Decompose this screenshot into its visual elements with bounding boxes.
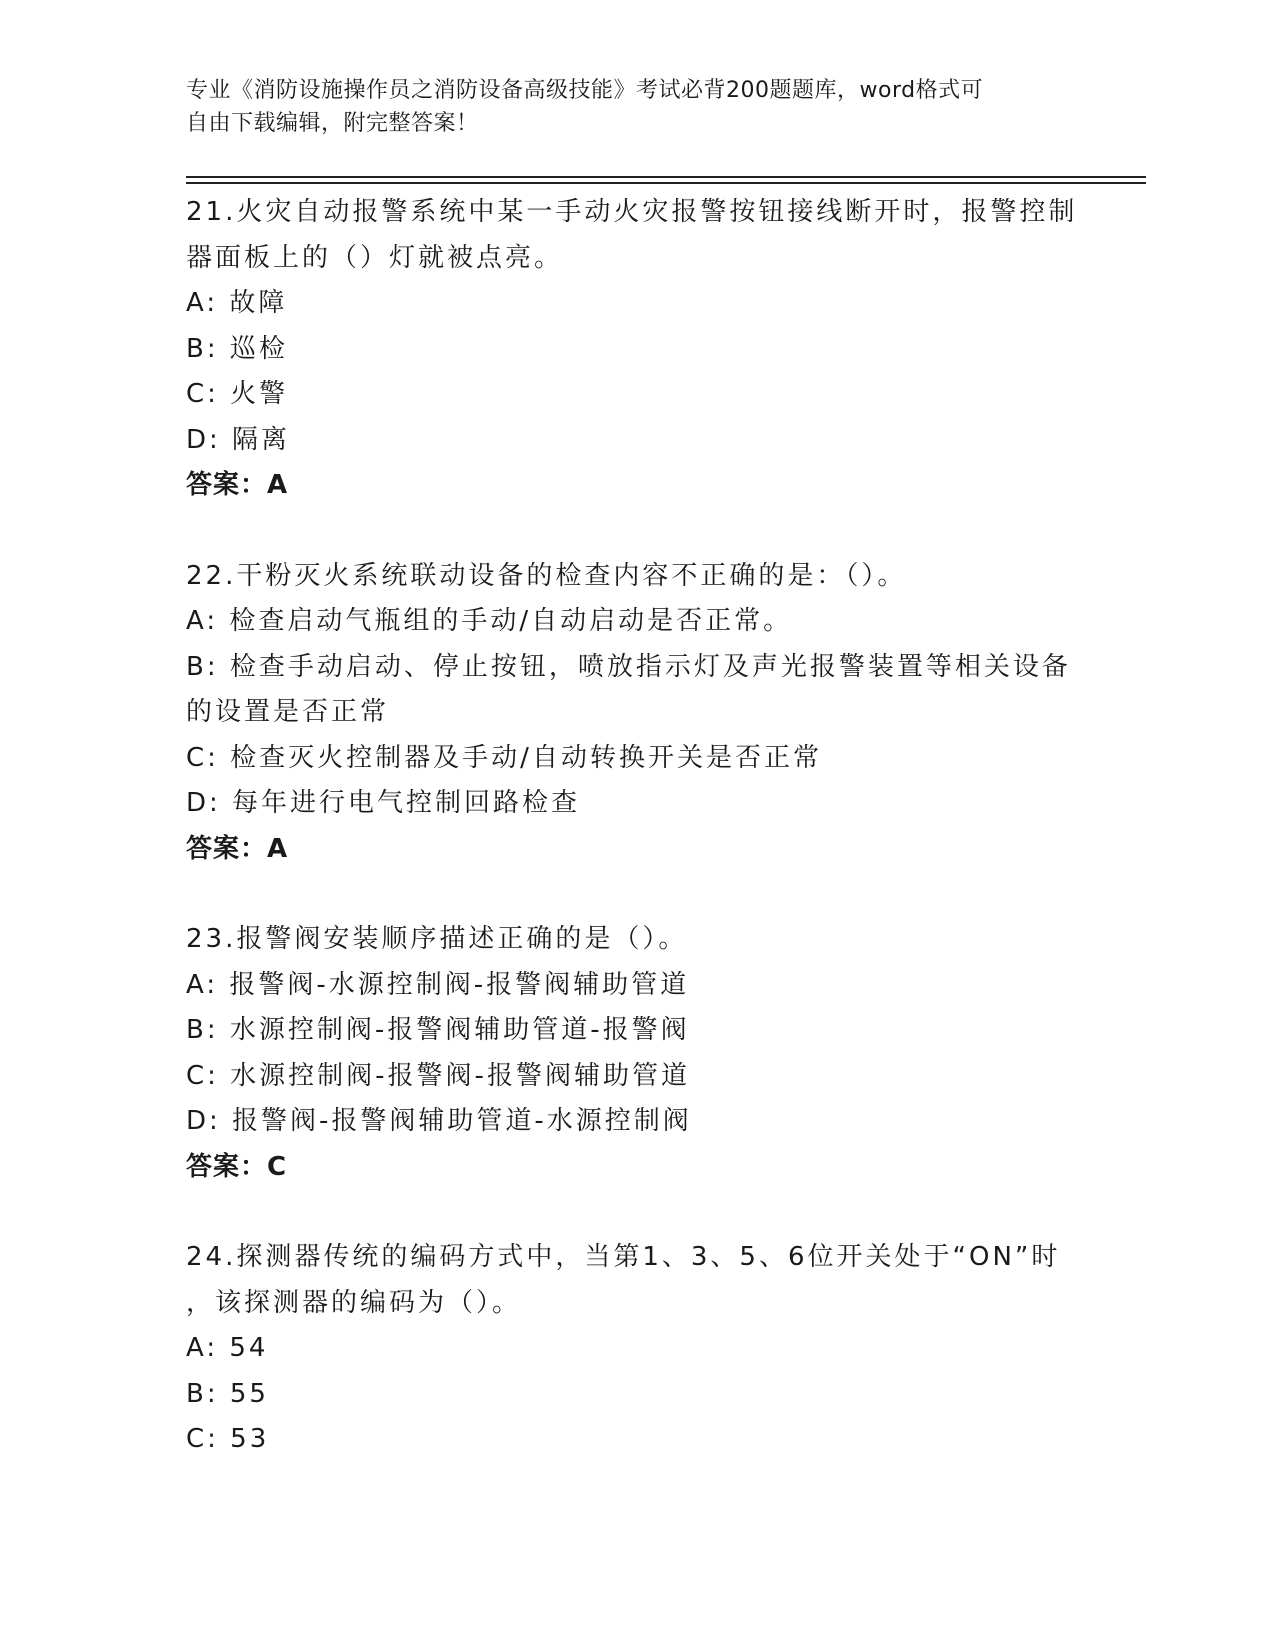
- option-c: C: 水源控制阀-报警阀-报警阀辅助管道: [186, 1060, 690, 1091]
- option-c: C: 火警: [186, 379, 289, 409]
- answer: 答案：C: [186, 1151, 288, 1182]
- question-24: [186, 1235, 1086, 1463]
- question-text: 21.火灾自动报警系统中某一手动火灾报警按钮接线断开时，报警控制: [186, 197, 1078, 227]
- option-a: A: 检查启动气瓶组的手动/自动启动是否正常。: [186, 606, 793, 636]
- question-23: [186, 917, 1086, 1190]
- option-a: A: 故障: [186, 288, 288, 318]
- question-list: [186, 190, 1086, 1463]
- header-rule-bottom: [186, 182, 1146, 184]
- option-b: B: 巡检: [186, 333, 288, 364]
- question-text: 器面板上的（）灯就被点亮。: [186, 242, 564, 273]
- option-b: B: 水源控制阀-报警阀辅助管道-报警阀: [186, 1015, 690, 1045]
- document-header: [186, 74, 1086, 140]
- question-21: [186, 190, 1086, 509]
- option-a: A: 报警阀-水源控制阀-报警阀辅助管道: [186, 969, 690, 1000]
- option-d: D: 隔离: [186, 424, 291, 455]
- question-text: ，该探测器的编码为（）。: [186, 1287, 522, 1318]
- option-d: D: 每年进行电气控制回路检查: [186, 788, 581, 818]
- option-c: C: 检查灭火控制器及手动/自动转换开关是否正常: [186, 742, 822, 773]
- answer: 答案：A: [186, 833, 289, 864]
- header-line-2: 自由下载编辑，附完整答案！: [186, 111, 479, 136]
- header-line-1: 专业《消防设施操作员之消防设备高级技能》考试必背200题题库，word格式可: [186, 78, 984, 103]
- option-b-continued: 的设置是否正常: [186, 697, 390, 727]
- question-text: 23.报警阀安装顺序描述正确的是（）。: [186, 924, 688, 954]
- question-text: 22.干粉灭火系统联动设备的检查内容不正确的是：（）。: [186, 560, 907, 591]
- option-a: A: 54: [186, 1333, 269, 1363]
- option-b: B: 检查手动启动、停止按钮，喷放指示灯及声光报警装置等相关设备: [186, 651, 1071, 682]
- question-text: 24.探测器传统的编码方式中，当第1、3、5、6位开关处于“ON”时: [186, 1242, 1061, 1272]
- answer: 答案：A: [186, 470, 289, 500]
- option-b: B: 55: [186, 1378, 269, 1409]
- header-rule-top: [186, 176, 1146, 178]
- option-d: D: 报警阀-报警阀辅助管道-水源控制阀: [186, 1106, 692, 1136]
- question-22: [186, 554, 1086, 873]
- option-c: C: 53: [186, 1424, 270, 1454]
